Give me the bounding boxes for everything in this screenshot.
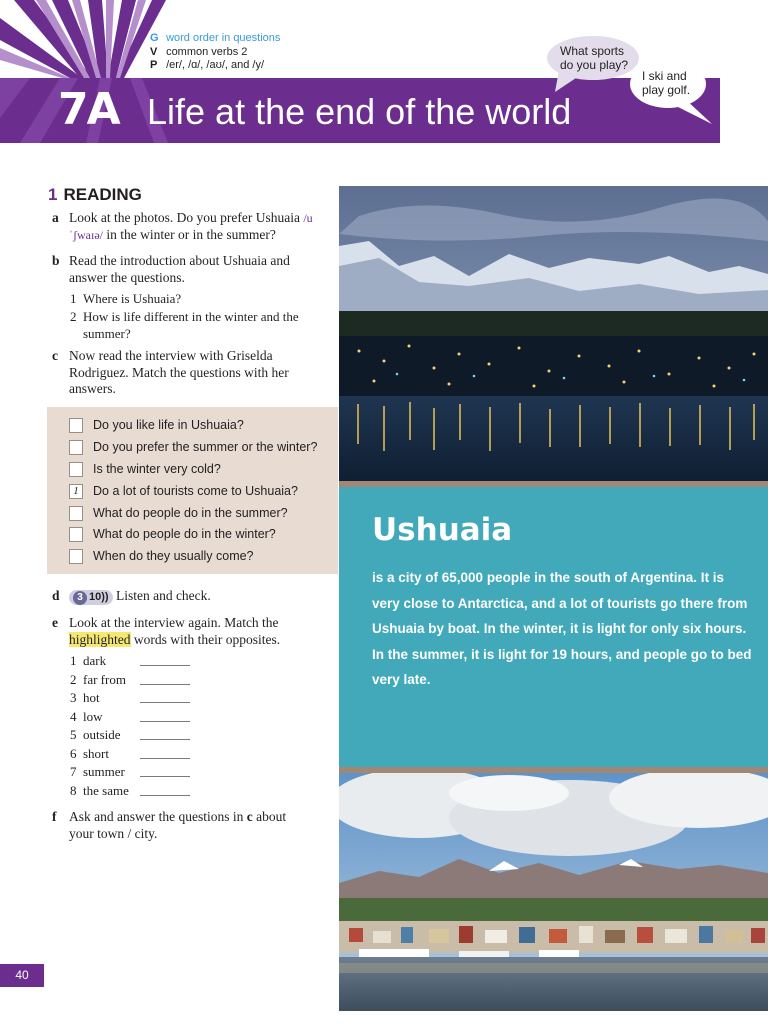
answer-line[interactable] (140, 665, 190, 666)
bubble-answer-text: I ski and play golf. (642, 69, 691, 97)
exercise-e: e Look at the interview again. Match the highlighted words with their opposites. (52, 615, 281, 647)
ushuaia-summer-photo (339, 773, 768, 1011)
section-heading-reading: 1 READING (48, 185, 142, 204)
exercise-b-question: 1 Where is Ushuaia? (70, 291, 182, 306)
bubble-question-text: What sports do you play? (560, 44, 629, 72)
answer-line[interactable] (140, 684, 190, 685)
unit-title: Life at the end of the world (147, 91, 572, 132)
audio-waves-icon: )) (101, 591, 109, 603)
answer-checkbox[interactable] (69, 440, 83, 455)
answer-line[interactable] (140, 702, 190, 703)
answer-line[interactable] (140, 758, 190, 759)
unit-code: 7A (58, 84, 119, 135)
answer-line[interactable] (140, 739, 190, 740)
track-number: 10 (89, 591, 102, 603)
answer-line[interactable] (140, 776, 190, 777)
disc-number: 3 (73, 591, 87, 605)
answer-checkbox[interactable] (69, 506, 83, 521)
exercise-a: a Look at the photos. Do you prefer Ushuaia /uˈʃwaɪə/ in the winter or in the summer? (52, 210, 313, 242)
phonetic-ushuaia: /uˈʃwaɪə/ (69, 211, 313, 242)
exercise-f: f Ask and answer the questions in c about your town / city. (52, 809, 287, 841)
highlighted-word: highlighted (69, 631, 131, 647)
focus-pronunciation: P /er/, /ɑ/, /aʊ/, and /y/ (150, 59, 265, 71)
answer-checkbox[interactable] (69, 418, 83, 433)
answer-line[interactable] (140, 795, 190, 796)
answer-checkbox[interactable]: 1 (69, 484, 83, 499)
exercise-b: b Read the introduction about Ushuaia and answer the questions. (52, 253, 290, 285)
info-text: is a city of 65,000 people in the south of Argentina. It is very close to Antarctica, and a lot of tourists go there from Ushuaia by boat. In the winter, it is light for only six hours. In the summer, it is light for 19 hours, and people go to bed very late. (372, 570, 752, 688)
answer-checkbox[interactable] (69, 549, 83, 564)
night-city-illustration (339, 186, 768, 481)
answer-checkbox[interactable] (69, 462, 83, 477)
summer-town-illustration (339, 773, 768, 1011)
answer-line[interactable] (140, 721, 190, 722)
focus-grammar: G word order in questions (150, 32, 281, 44)
exercise-d: d 3 10)) Listen and check. (52, 588, 211, 603)
exercise-b-question: 2 How is life different in the winter and the summer? (70, 309, 299, 341)
audio-track-button[interactable] (69, 590, 113, 605)
focus-vocabulary: V common verbs 2 (150, 45, 248, 58)
page-number: 40 (0, 964, 44, 987)
unit-focus-list (150, 32, 280, 73)
ushuaia-night-photo (339, 186, 768, 481)
exercise-c: c Now read the interview with Griselda Rodriguez. Match the questions with her answers. (52, 348, 289, 396)
answer-checkbox[interactable] (69, 527, 83, 542)
info-title: Ushuaia (372, 512, 513, 548)
